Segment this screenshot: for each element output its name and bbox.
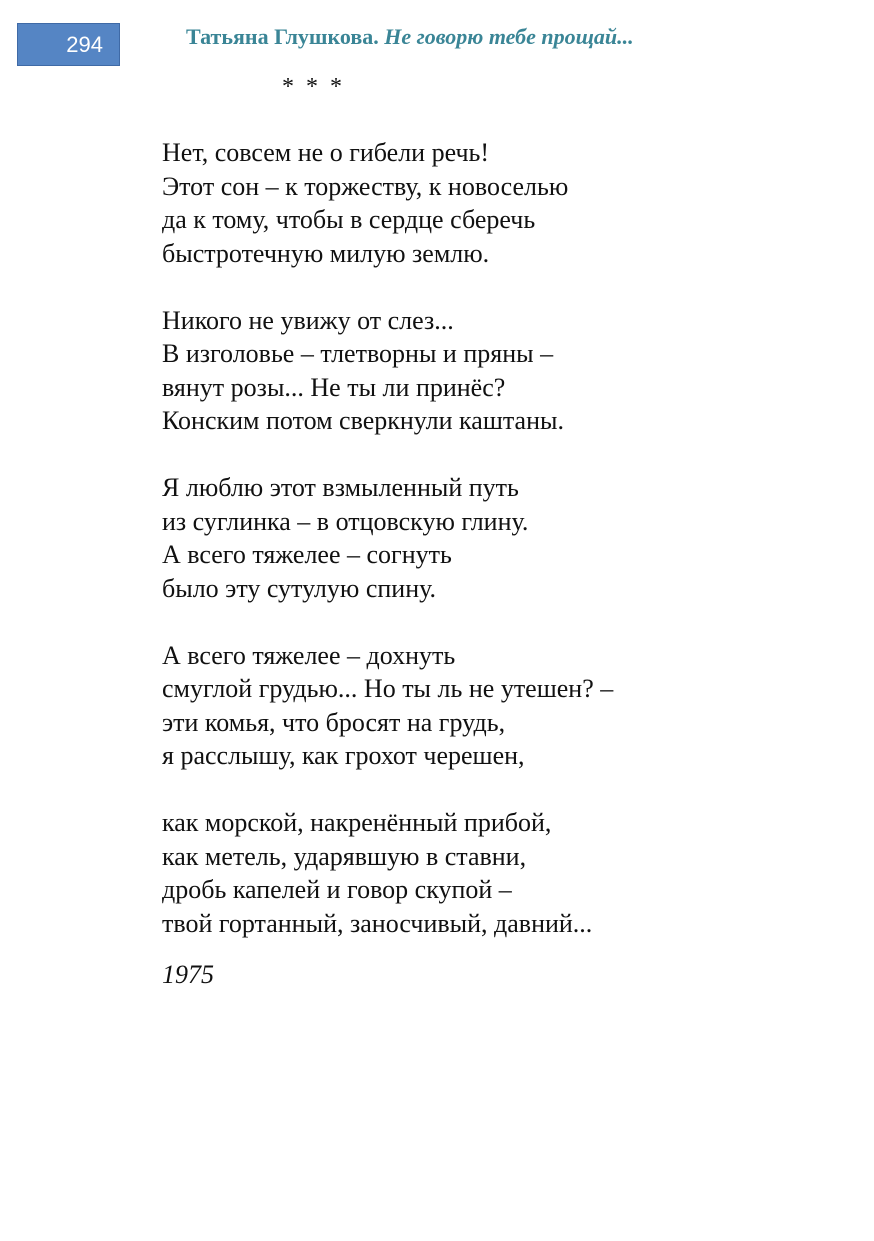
poem-year: 1975 [162,960,214,989]
stanza-4 [162,639,842,773]
stanza-1 [162,136,842,270]
poem-body [162,136,842,974]
poem-line: Нет, совсем не о гибели речь! [162,138,490,167]
poem-line: твой гортанный, заносчивый, давний... [162,908,593,938]
poem-line: Я люблю этот взмыленный путь [162,473,519,502]
poem-separator: * * * [282,74,345,100]
header-author: Татьяна Глушкова. [186,24,379,49]
running-header [186,24,634,50]
poem-line: из суглинка – в отцовскую глину. [162,506,529,536]
poem-line: А всего тяжелее – согнуть [162,540,452,569]
poem-line: как метель, ударявшую в ставни, [162,841,527,871]
header-book-title: Не говорю тебе прощай... [384,24,634,49]
stanza-2 [162,304,842,438]
page-number [17,23,120,66]
poem-line: В изголовье – тлетворны и пряны – [162,339,554,368]
poem-line: быстротечную милую землю. [162,238,490,268]
poem-line: эти комья, что бросят на грудь, [162,707,506,737]
page-number-text: 294 [66,31,103,57]
poem-line: Конским потом сверкнули каштаны. [162,406,564,435]
poem-line: как морской, накренённый прибой, [162,808,552,837]
poem-line: Этот сон – к торжеству, к новоселью [162,171,569,201]
poem-line: дробь капелей и говор скупой – [162,875,512,904]
poem-line: А всего тяжелее – дохнуть [162,640,456,670]
poem-line: да к тому, чтобы в сердце сберечь [162,205,536,234]
stanza-3 [162,471,842,605]
poem-line: вянут розы... Не ты ли принёс? [162,372,506,402]
stanza-5 [162,806,842,940]
poem-line: было эту сутулую спину. [162,573,437,603]
poem-line: смуглой грудью... Но ты ль не утешен? – [162,674,614,703]
poem-line: Никого не увижу от слез... [162,305,454,335]
poem-line: я расслышу, как грохот черешен, [162,741,525,770]
